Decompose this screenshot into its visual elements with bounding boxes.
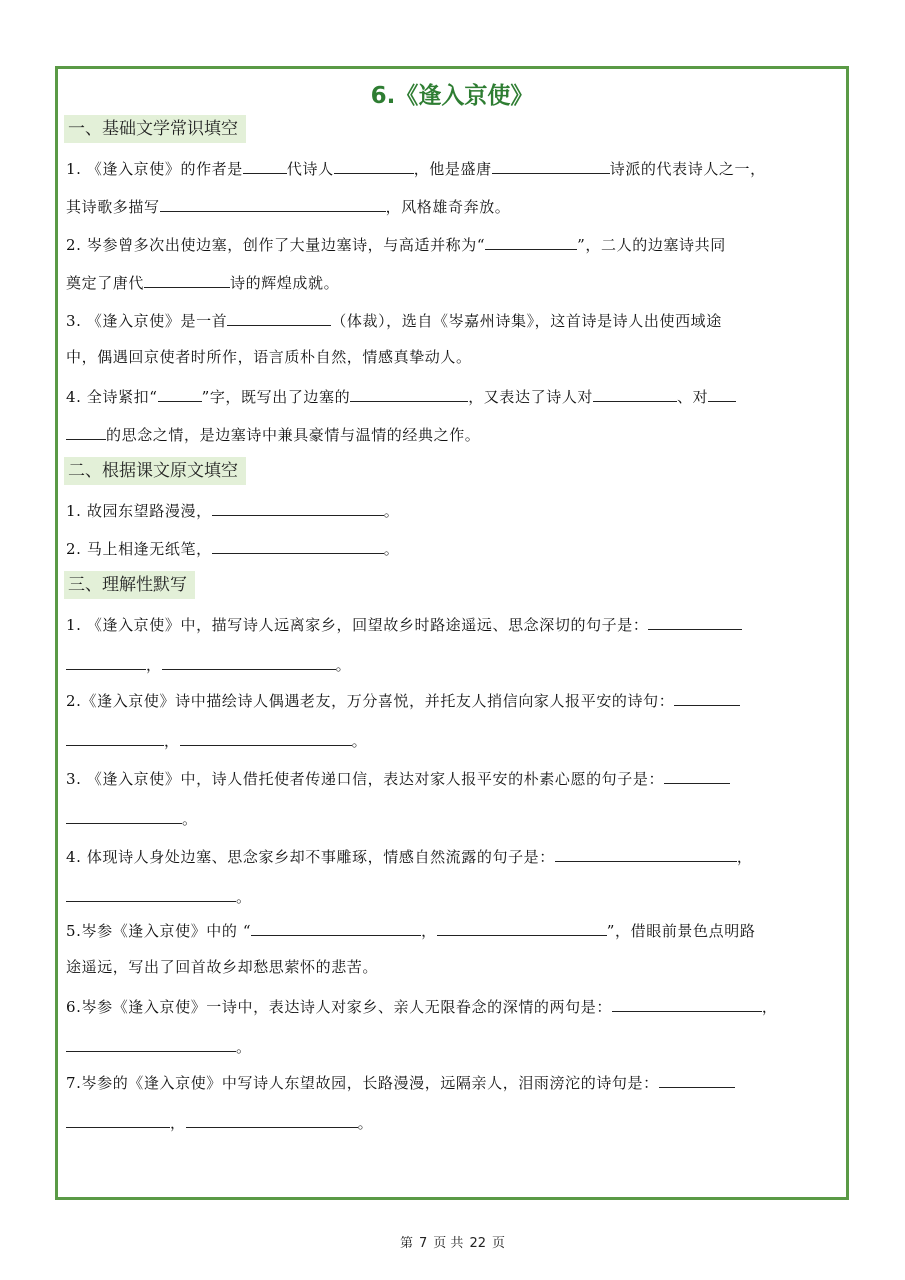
q-text: 。 [335,656,352,674]
blank[interactable] [66,423,106,440]
blank[interactable] [160,195,386,212]
blank[interactable] [664,767,730,784]
q-text: ， [146,656,162,674]
q-text: 。 [351,732,368,750]
q3-4-line1 [66,845,840,867]
q-text: ， [761,998,778,1016]
blank[interactable] [212,537,384,554]
q-text: ， [736,848,753,866]
blank[interactable] [334,157,414,174]
q-text: 4. 全诗紧扣“ [66,388,158,406]
q1-1-line2 [66,195,840,217]
q-text: 代诗人 [286,160,334,178]
blank[interactable] [158,385,202,402]
q-text: ”，借眼前景色点明路 [606,922,756,940]
q-text: 。 [182,810,198,828]
blank[interactable] [227,309,331,326]
blank[interactable] [144,271,230,288]
blank[interactable] [350,385,468,402]
q-text: ， [164,732,180,750]
blank[interactable] [437,919,607,936]
q3-7-line2 [66,1111,840,1133]
q-text: 。 [383,540,400,558]
page-title: 6.《逢入京使》 [370,83,534,109]
q-text: 的思念之情，是边塞诗中兼具豪情与温情的经典之作。 [106,426,481,444]
q-text: ”字，既写出了边塞的 [201,388,351,406]
section-heading-1: 一、基础文学常识填空 [64,115,246,143]
q-text: 。 [236,888,252,906]
q-text: （体裁），选自《岑嘉州诗集》，这首诗是诗人出使西域途 [331,312,722,330]
blank[interactable] [648,613,742,630]
q-text: 3. 《逢入京使》是一首 [66,312,228,330]
q-text: 1. 《逢入京使》的作者是 [66,160,243,178]
q3-6-line2 [66,1035,840,1057]
q3-4-line2 [66,885,840,907]
blank[interactable] [66,1111,170,1128]
page-number: 7 [419,1236,428,1251]
q-text: 诗派的代表诗人之一， [609,160,766,178]
blank[interactable] [243,157,287,174]
q-text: 诗的辉煌成就。 [230,274,340,292]
q-text: 3. 《逢入京使》中，诗人借托使者传递口信，表达对家人报平安的朴素心愿的句子是： [66,770,665,788]
blank[interactable] [66,1035,236,1052]
blank[interactable] [180,729,352,746]
q-text: 。 [236,1038,252,1056]
q3-1-line1 [66,613,840,635]
section-heading-3: 三、理解性默写 [64,571,195,599]
footer-text: 页 [491,1236,505,1251]
q3-2-line2 [66,729,840,751]
q-text: 6.岑参《逢入京使》一诗中，表达诗人对家乡、亲人无限眷念的深情的两句是： [66,998,612,1016]
q-text: 1. 故园东望路漫漫， [66,502,212,520]
blank[interactable] [66,653,146,670]
blank[interactable] [212,499,384,516]
q3-5-line2: 途遥远，写出了回首故乡却愁思萦怀的悲苦。 [66,958,379,976]
q3-3-line2 [66,807,840,829]
page-total: 22 [469,1236,486,1251]
section-heading-2: 二、根据课文原文填空 [64,457,246,485]
q1-4-line2 [66,423,840,445]
q-text: 2.《逢入京使》诗中描绘诗人偶遇老友，万分喜悦，并托友人捎信向家人报平安的诗句： [66,692,675,710]
q1-3-line2: 中，偶遇回京使者时所作，语言质朴自然，情感真挚动人。 [66,348,472,366]
q-text: ”，二人的边塞诗共同 [577,236,726,254]
footer-text: 页 共 [433,1236,464,1251]
q1-4-line1 [66,385,840,407]
blank[interactable] [162,653,336,670]
q3-5-line1 [66,919,840,941]
q3-1-line2 [66,653,840,675]
q-text: 7.岑参的《逢入京使》中写诗人东望故园，长路漫漫，远隔亲人，泪雨滂沱的诗句是： [66,1074,659,1092]
blank[interactable] [485,233,577,250]
q-text: 、对 [677,388,709,406]
q-text: 5.岑参《逢入京使》中的 “ [66,922,252,940]
blank[interactable] [186,1111,358,1128]
q1-1-line1 [66,157,840,179]
blank[interactable] [708,385,736,402]
blank[interactable] [66,885,236,902]
q2-2 [66,537,840,559]
q-text: 2. 岑参曾多次出使边塞，创作了大量边塞诗，与高适并称为“ [66,236,486,254]
q-text: 1. 《逢入京使》中，描写诗人远离家乡，回望故乡时路途遥远、思念深切的句子是： [66,616,649,634]
q-text: 。 [357,1114,374,1132]
blank[interactable] [492,157,610,174]
q-text: ，风格雄奇奔放。 [385,198,511,216]
blank[interactable] [612,995,762,1012]
worksheet-frame [55,66,849,1200]
blank[interactable] [66,807,182,824]
q-text: ，他是盛唐 [413,160,492,178]
q1-2-line2 [66,271,840,293]
q3-7-line1 [66,1071,840,1093]
q-text: 2. 马上相逢无纸笔， [66,540,212,558]
q2-1 [66,499,840,521]
blank[interactable] [674,689,740,706]
q-text: ， [170,1114,186,1132]
blank[interactable] [251,919,421,936]
q1-3-line1 [66,309,840,331]
q-text: ，又表达了诗人对 [468,388,594,406]
blank[interactable] [66,729,164,746]
q3-3-line1 [66,767,840,789]
blank[interactable] [659,1071,735,1088]
q3-6-line1 [66,995,840,1017]
blank[interactable] [555,845,737,862]
footer-text: 第 [400,1236,414,1251]
q-text: 4. 体现诗人身处边塞、思念家乡却不事雕琢，情感自然流露的句子是： [66,848,555,866]
q3-2-line1 [66,689,840,711]
q-text: 其诗歌多描写 [66,198,160,216]
q-text: 奠定了唐代 [66,274,145,292]
q-text: ， [421,922,437,940]
page-footer [0,1232,905,1251]
q1-2-line1 [66,233,840,255]
blank[interactable] [593,385,677,402]
q-text: 。 [383,502,400,520]
